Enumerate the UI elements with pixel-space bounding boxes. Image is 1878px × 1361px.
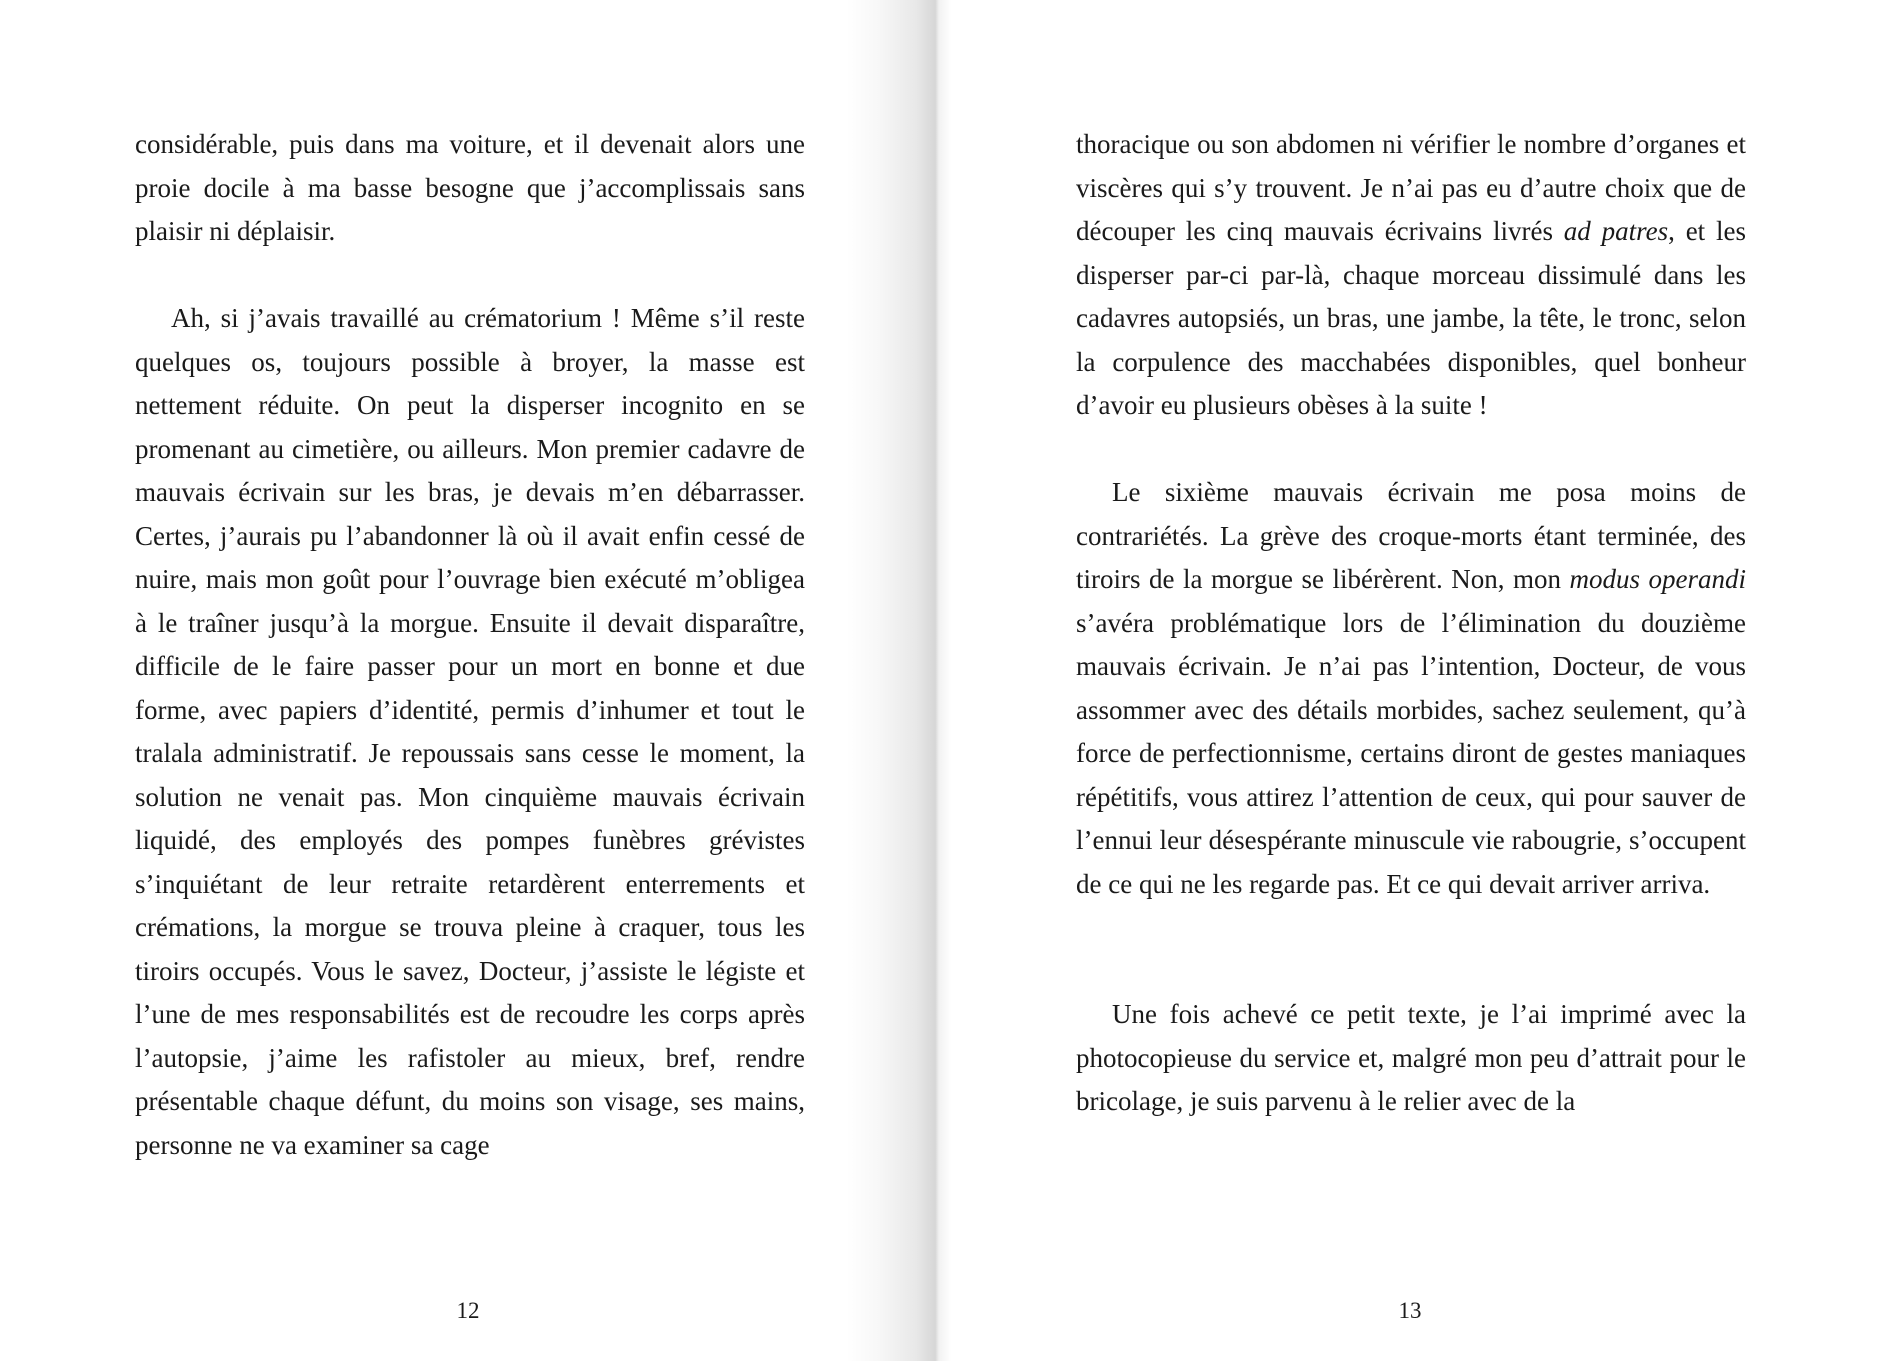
right-paragraph-2 — [1076, 471, 1746, 906]
right-paragraph-1-italic: ad patres — [1563, 216, 1669, 246]
right-paragraph-2-text-a: Le sixième mauvais écrivain me posa moins de contrariétés. La grève des croque-morts étant terminée, des tiroirs de la morgue se libérèrent. Non, mon — [1076, 477, 1746, 594]
right-paragraph-1-text-b: , et les disperser par-ci par-là, chaque morceau dissimulé dans les cadavres autopsiés, un bras, une jambe, la tête, le tronc, selon la corpulence des macchabées disponibles, quel bonheur d’avoir eu plusieurs obèses à la suite ! — [1076, 216, 1747, 420]
section-gap — [1076, 906, 1746, 993]
right-paragraph-3: Une fois achevé ce petit texte, je l’ai imprimé avec la photocopieuse du service et, malgré mon peu d’attrait pour le bricolage, je suis parvenu à le relier avec de la — [1076, 999, 1746, 1116]
right-page — [939, 0, 1878, 1361]
left-paragraph-2: Ah, si j’avais travaillé au crématorium ! Même s’il reste quelques os, toujours possible à broyer, la masse est nettement réduite. On peut la disperser incognito en se promenant au cimetière, ou ailleurs. Mon premier cadavre de mauvais écrivain sur les bras, je devais m’en débarrasser. Certes, j’aurais pu l’abandonner là où il avait enfin cessé de nuire, mais mon goût pour l’ouvrage bien exécuté m’obligea à le traîner jusqu’à la morgue. Ensuite il devait disparaître, difficile de le faire passer pour un mort en bonne et due forme, avec papiers d’identité, permis d’inhumer et tout le tralala administratif. Je repoussais sans cesse le moment, la solution ne venait pas. Mon cinquième mauvais écrivain liquidé, des employés des pompes funèbres grévistes s’inquiétant de leur retraite retardèrent enterrements et crémations, la morgue se trouva pleine à craquer, tous les tiroirs occupés. Vous le savez, Docteur, j’assiste le légiste et l’une de mes responsabilités est de recoudre les corps après l’autopsie, j’aime les rafistoler au mieux, bref, rendre présentable chaque défunt, du moins son visage, ses mains, personne ne va examiner sa cage — [135, 303, 805, 1160]
page-number-right: 13 — [1398, 1298, 1422, 1323]
right-paragraph-1-text-a: thoracique ou son abdomen ni vérifier le nombre d’organes et viscères qui s’y trouvent. Je n’ai pas eu d’autre choix que de découper les cinq mauvais écrivains livrés — [1076, 129, 1746, 246]
left-page-text — [135, 123, 805, 1167]
right-page-text — [1076, 123, 1746, 1124]
left-paragraph-1: considérable, puis dans ma voiture, et il devenait alors une proie docile à ma basse besogne que j’accomplissais sans plaisir ni déplaisir. — [135, 129, 805, 246]
page-number-left: 12 — [456, 1298, 480, 1323]
paragraph-gap — [1076, 428, 1746, 472]
right-paragraph-2-text-b: s’avéra problématique lors de l’élimination du douzième mauvais écrivain. Je n’ai pas l’intention, Docteur, de vous assommer avec des détails morbides, sachez seulement, qu’à force de perfectionnisme, certains diront de gestes maniaques répétitifs, vous attirez l’attention de ceux, qui pour sauver de l’ennui leur désespérante minuscule vie rabougrie, s’occupent de ce qui ne les regarde pas. Et ce qui devait arriver arriva. — [1076, 607, 1746, 899]
right-paragraph-2-italic: modus operandi — [1569, 564, 1746, 594]
right-paragraph-1 — [1076, 123, 1746, 428]
paragraph-gap — [135, 254, 805, 298]
